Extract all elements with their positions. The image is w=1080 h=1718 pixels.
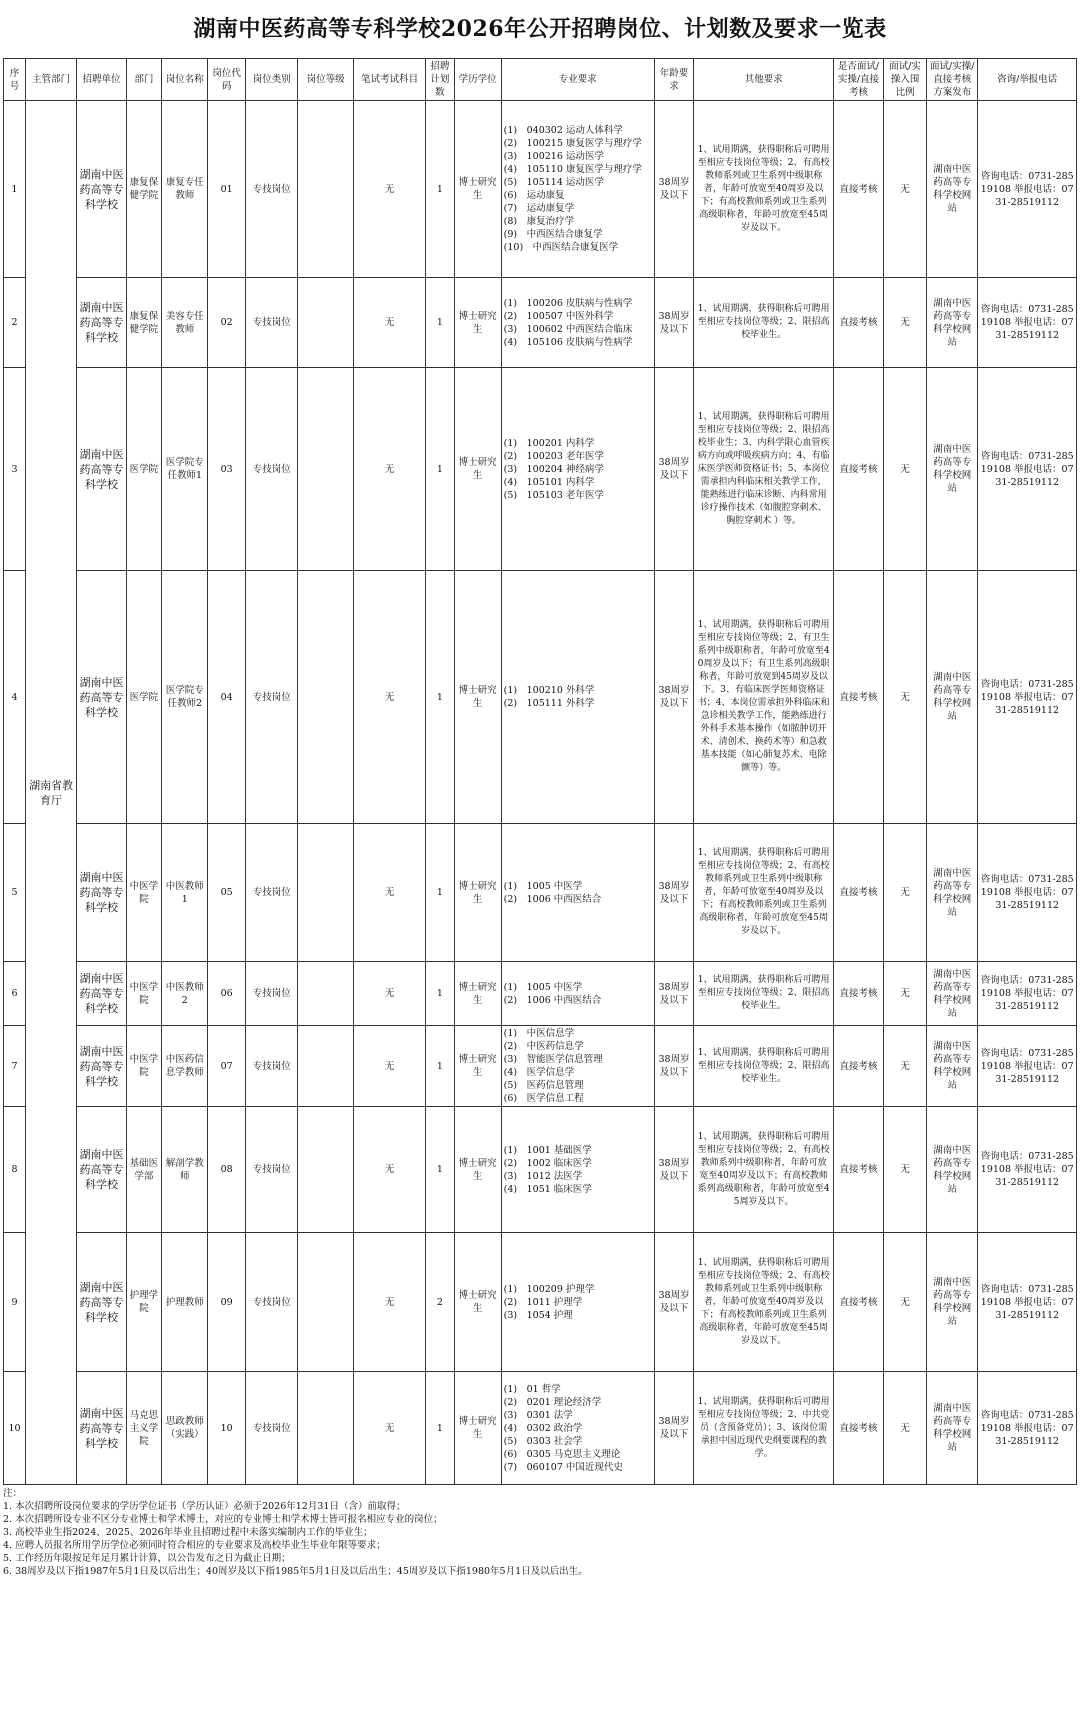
- dept-cell: 中医学院: [126, 824, 162, 962]
- plan-count-cell: 1: [426, 824, 454, 962]
- row-number-cell: 8: [4, 1107, 26, 1233]
- interview-ratio-cell: 无: [884, 1372, 927, 1485]
- assessment-method-cell: 直接考核: [833, 368, 883, 571]
- post-code-cell: 09: [208, 1233, 246, 1372]
- major-item: (6) 医学信息工程: [503, 1093, 584, 1104]
- dept-cell: 康复保健学院: [126, 278, 162, 368]
- major-item: (2) 105111 外科学: [503, 698, 595, 709]
- other-requirement-cell: 1、试用期满，获得职称后可聘用至相应专技岗位等级；2、有高校教师系列或卫生系列中级职称者，年龄可放宽至40周岁及以下；有高校教师系列或卫生系列高级职称者，年龄可放宽至45周岁及以下。: [694, 101, 833, 278]
- major-item: (5) 105114 运动医学: [503, 177, 604, 188]
- unit-cell: 湖南中医药高等专科学校: [77, 1233, 126, 1372]
- table-body: [4, 101, 1077, 1485]
- major-item: (7) 060107 中国近现代史: [503, 1461, 623, 1473]
- major-item: (2) 100203 老年医学: [503, 450, 604, 462]
- plan-count-cell: 1: [426, 1026, 454, 1107]
- table-row: [4, 1026, 1077, 1107]
- major-item: (5) 0303 社会学: [503, 1435, 583, 1447]
- interview-ratio-cell: 无: [884, 1107, 927, 1233]
- major-requirement-cell: [501, 824, 654, 962]
- post-name-cell: 中医药信息学教师: [162, 1026, 208, 1107]
- other-requirement-cell: 1、试用期满，获得职称后可聘用至相应专技岗位等级；2、限招高校毕业生。: [694, 1026, 833, 1107]
- plan-count-cell: 1: [426, 962, 454, 1026]
- other-requirement-cell: 1、试用期满，获得职称后可聘用至相应专技岗位等级；2、有卫生系列中级职称者，年龄可放宽至40周岁及以下；有卫生系列高级职称者，年龄可放宽到45周岁及以下。3、有临床医学医师资格证书；4、本岗位需承担外科临床和急诊相关教学工作，能熟练进行外科手术基本操作（如脓肿切开术、清创术、换药术等）和急救基本技能（如心肺复苏术、电除颤等）等。: [694, 571, 833, 824]
- unit-cell: 湖南中医药高等专科学校: [77, 824, 126, 962]
- note-line: 6. 38周岁及以下指1987年5月1日及以后出生；40周岁及以下指1985年5月1日及以后出生；45周岁及以下指1980年5月1日及以后出生。: [3, 1566, 588, 1577]
- note-line: 1. 本次招聘所设岗位要求的学历学位证书（学历认证）必须于2026年12月31日（含）前取得；: [3, 1501, 406, 1512]
- post-level-cell: [298, 1026, 354, 1107]
- header-cell: 岗位代码: [208, 59, 246, 101]
- plan-publish-cell: 湖南中医药高等专科学校网站: [927, 1372, 978, 1485]
- age-requirement-cell: 38周岁及以下: [654, 1372, 694, 1485]
- assessment-method-cell: 直接考核: [833, 571, 883, 824]
- age-requirement-cell: 38周岁及以下: [654, 1233, 694, 1372]
- interview-ratio-cell: 无: [884, 571, 927, 824]
- row-number-cell: 5: [4, 824, 26, 962]
- dept-cell: 基础医学部: [126, 1107, 162, 1233]
- plan-publish-cell: 湖南中医药高等专科学校网站: [927, 1026, 978, 1107]
- major-item: (1) 040302 运动人体科学: [503, 125, 623, 136]
- post-level-cell: [298, 962, 354, 1026]
- major-item: (6) 0305 马克思主义理论: [503, 1448, 621, 1460]
- age-requirement-cell: 38周岁及以下: [654, 571, 694, 824]
- phone-cell: 咨询电话：0731-28519108 举报电话：0731-28519112: [978, 278, 1077, 368]
- dept-cell: 医学院: [126, 368, 162, 571]
- table-row: [4, 101, 1077, 278]
- header-cell: 学历学位: [454, 59, 501, 101]
- header-cell: 笔试考试科目: [353, 59, 425, 101]
- row-number-cell: 9: [4, 1233, 26, 1372]
- major-requirement-cell: [501, 962, 654, 1026]
- major-item: (3) 智能医学信息管理: [503, 1054, 603, 1065]
- phone-cell: 咨询电话：0731-28519108 举报电话：0731-28519112: [978, 368, 1077, 571]
- header-cell: 咨询/举报电话: [978, 59, 1077, 101]
- unit-cell: 湖南中医药高等专科学校: [77, 1107, 126, 1233]
- assessment-method-cell: 直接考核: [833, 1026, 883, 1107]
- exam-subject-cell: 无: [353, 278, 425, 368]
- interview-ratio-cell: 无: [884, 962, 927, 1026]
- post-category-cell: 专技岗位: [246, 824, 298, 962]
- post-name-cell: 美容专任教师: [162, 278, 208, 368]
- dept-cell: 中医学院: [126, 1026, 162, 1107]
- age-requirement-cell: 38周岁及以下: [654, 962, 694, 1026]
- degree-cell: 博士研究生: [454, 824, 501, 962]
- degree-cell: 博士研究生: [454, 1233, 501, 1372]
- major-item: (3) 0301 法学: [503, 1409, 573, 1421]
- plan-count-cell: 1: [426, 1107, 454, 1233]
- supervisor-cell: 湖南省教育厅: [26, 101, 77, 1485]
- exam-subject-cell: 无: [353, 101, 425, 278]
- interview-ratio-cell: 无: [884, 1026, 927, 1107]
- major-item: (10) 中西医结合康复医学: [503, 242, 619, 253]
- post-level-cell: [298, 1107, 354, 1233]
- plan-publish-cell: 湖南中医药高等专科学校网站: [927, 962, 978, 1026]
- major-requirement-cell: [501, 1372, 654, 1485]
- major-requirement-cell: [501, 101, 654, 278]
- major-item: (2) 中医药信息学: [503, 1041, 584, 1052]
- post-name-cell: 解剖学教师: [162, 1107, 208, 1233]
- assessment-method-cell: 直接考核: [833, 1233, 883, 1372]
- degree-cell: 博士研究生: [454, 571, 501, 824]
- post-code-cell: 05: [208, 824, 246, 962]
- major-item: (4) 0302 政治学: [503, 1422, 583, 1434]
- header-row: [4, 59, 1077, 101]
- plan-publish-cell: 湖南中医药高等专科学校网站: [927, 1107, 978, 1233]
- interview-ratio-cell: 无: [884, 368, 927, 571]
- row-number-cell: 10: [4, 1372, 26, 1485]
- assessment-method-cell: 直接考核: [833, 278, 883, 368]
- age-requirement-cell: 38周岁及以下: [654, 368, 694, 571]
- unit-cell: 湖南中医药高等专科学校: [77, 368, 126, 571]
- major-item: (8) 康复治疗学: [503, 216, 575, 227]
- row-number-cell: 6: [4, 962, 26, 1026]
- major-item: (3) 1054 护理: [503, 1309, 573, 1321]
- major-requirement-cell: [501, 571, 654, 824]
- major-item: (3) 1012 法医学: [503, 1170, 583, 1182]
- plan-count-cell: 1: [426, 278, 454, 368]
- assessment-method-cell: 直接考核: [833, 824, 883, 962]
- plan-publish-cell: 湖南中医药高等专科学校网站: [927, 1233, 978, 1372]
- post-category-cell: 专技岗位: [246, 571, 298, 824]
- age-requirement-cell: 38周岁及以下: [654, 278, 694, 368]
- assessment-method-cell: 直接考核: [833, 962, 883, 1026]
- plan-publish-cell: 湖南中医药高等专科学校网站: [927, 278, 978, 368]
- note-line: 4. 应聘人员报名所用学历学位必须同时符合相应的专业要求及高校毕业生毕业年限等要求；: [3, 1540, 386, 1551]
- assessment-method-cell: 直接考核: [833, 101, 883, 278]
- dept-cell: 护理学院: [126, 1233, 162, 1372]
- post-category-cell: 专技岗位: [246, 1372, 298, 1485]
- age-requirement-cell: 38周岁及以下: [654, 1107, 694, 1233]
- plan-publish-cell: 湖南中医药高等专科学校网站: [927, 824, 978, 962]
- header-cell: 面试/实操/直接考核方案发布: [927, 59, 978, 101]
- other-requirement-cell: 1、试用期满，获得职称后可聘用至相应专技岗位等级；2、中共党员（含预备党员）；3、该岗位需承担中国近现代史纲要课程的教学。: [694, 1372, 833, 1485]
- major-item: (1) 中医信息学: [503, 1028, 575, 1039]
- post-name-cell: 医学院专任教师2: [162, 571, 208, 824]
- major-item: (1) 1005 中医学: [503, 981, 583, 993]
- major-item: (2) 1011 护理学: [503, 1296, 583, 1308]
- note-line: 注：: [3, 1488, 23, 1499]
- major-item: (3) 100602 中西医结合临床: [503, 323, 633, 335]
- degree-cell: 博士研究生: [454, 1026, 501, 1107]
- major-item: (3) 100204 神经病学: [503, 463, 604, 475]
- header-cell: 面试/实操入围比例: [884, 59, 927, 101]
- major-item: (1) 100209 护理学: [503, 1283, 595, 1295]
- table-row: [4, 278, 1077, 368]
- age-requirement-cell: 38周岁及以下: [654, 824, 694, 962]
- table-row: [4, 571, 1077, 824]
- unit-cell: 湖南中医药高等专科学校: [77, 1372, 126, 1485]
- table-row: [4, 824, 1077, 962]
- unit-cell: 湖南中医药高等专科学校: [77, 278, 126, 368]
- note-line: 5. 工作经历年限按足年足月累计计算，以公告发布之日为截止日期；: [3, 1553, 291, 1564]
- plan-publish-cell: 湖南中医药高等专科学校网站: [927, 368, 978, 571]
- note-line: 2. 本次招聘所设专业不区分专业博士和学术博士，对应的专业博士和学术博士皆可报名相应专业的岗位；: [3, 1514, 443, 1525]
- post-name-cell: 康复专任教师: [162, 101, 208, 278]
- major-requirement-cell: [501, 278, 654, 368]
- dept-cell: 康复保健学院: [126, 101, 162, 278]
- major-item: (1) 100201 内科学: [503, 437, 595, 449]
- row-number-cell: 1: [4, 101, 26, 278]
- major-item: (4) 105106 皮肤病与性病学: [503, 336, 633, 348]
- post-name-cell: 思政教师（实践）: [162, 1372, 208, 1485]
- major-item: (9) 中西医结合康复学: [503, 229, 603, 240]
- other-requirement-cell: 1、试用期满，获得职称后可聘用至相应专技岗位等级；2、限招高校毕业生。: [694, 962, 833, 1026]
- unit-cell: 湖南中医药高等专科学校: [77, 571, 126, 824]
- post-name-cell: 中医教师2: [162, 962, 208, 1026]
- major-requirement-cell: [501, 1107, 654, 1233]
- row-number-cell: 2: [4, 278, 26, 368]
- table-row: [4, 368, 1077, 571]
- header-cell: 部门: [126, 59, 162, 101]
- phone-cell: 咨询电话：0731-28519108 举报电话：0731-28519112: [978, 1107, 1077, 1233]
- exam-subject-cell: 无: [353, 1107, 425, 1233]
- post-category-cell: 专技岗位: [246, 278, 298, 368]
- notes: [3, 1485, 1077, 1578]
- exam-subject-cell: 无: [353, 824, 425, 962]
- header-cell: 是否面试/实操/直接考核: [833, 59, 883, 101]
- post-level-cell: [298, 824, 354, 962]
- assessment-method-cell: 直接考核: [833, 1107, 883, 1233]
- post-category-cell: 专技岗位: [246, 1233, 298, 1372]
- header-cell: 其他要求: [694, 59, 833, 101]
- major-item: (1) 01 哲学: [503, 1383, 561, 1395]
- recruitment-table: [3, 58, 1077, 1485]
- major-requirement-cell: [501, 368, 654, 571]
- exam-subject-cell: 无: [353, 1026, 425, 1107]
- post-category-cell: 专技岗位: [246, 962, 298, 1026]
- table-row: [4, 1372, 1077, 1485]
- other-requirement-cell: 1、试用期满，获得职称后可聘用至相应专技岗位等级；2、有高校教师系列中级职称者，年龄可放宽至40周岁及以下；有高校教师系列高级职称者，年龄可放宽至45周岁及以下。: [694, 1107, 833, 1233]
- major-item: (2) 1006 中西医结合: [503, 893, 602, 905]
- exam-subject-cell: 无: [353, 962, 425, 1026]
- major-item: (7) 运动康复学: [503, 203, 575, 214]
- degree-cell: 博士研究生: [454, 278, 501, 368]
- post-code-cell: 02: [208, 278, 246, 368]
- other-requirement-cell: 1、试用期满，获得职称后可聘用至相应专技岗位等级；2、限招高校毕业生；3、内科学限心血管疾病方向或呼吸疾病方向；4、有临床医学医师资格证书；5、本岗位需承担内科临床相关教学工作，能熟练进行临床诊断、内科常用诊疗操作技术（如腹腔穿刺术、胸腔穿刺术 ）等。: [694, 368, 833, 571]
- other-requirement-cell: 1、试用期满，获得职称后可聘用至相应专技岗位等级；2、有高校教师系列或卫生系列中级职称者，年龄可放宽至40周岁及以下；有高校教师系列或卫生系列高级职称者，年龄可放宽至45周岁及以下。: [694, 824, 833, 962]
- major-item: (1) 1005 中医学: [503, 880, 583, 892]
- degree-cell: 博士研究生: [454, 1372, 501, 1485]
- major-item: (2) 1006 中西医结合: [503, 994, 602, 1006]
- header-cell: 年龄要求: [654, 59, 694, 101]
- header-cell: 岗位等级: [298, 59, 354, 101]
- plan-count-cell: 1: [426, 1372, 454, 1485]
- page-title: 湖南中医药高等专科学校2026年公开招聘岗位、计划数及要求一览表: [193, 16, 887, 42]
- post-category-cell: 专技岗位: [246, 1107, 298, 1233]
- post-level-cell: [298, 1233, 354, 1372]
- phone-cell: 咨询电话：0731-28519108 举报电话：0731-28519112: [978, 101, 1077, 278]
- plan-publish-cell: 湖南中医药高等专科学校网站: [927, 571, 978, 824]
- plan-count-cell: 1: [426, 368, 454, 571]
- degree-cell: 博士研究生: [454, 1107, 501, 1233]
- interview-ratio-cell: 无: [884, 1233, 927, 1372]
- major-item: (1) 100210 外科学: [503, 685, 595, 696]
- header-cell: 序号: [4, 59, 26, 101]
- exam-subject-cell: 无: [353, 1372, 425, 1485]
- post-category-cell: 专技岗位: [246, 1026, 298, 1107]
- phone-cell: 咨询电话：0731-28519108 举报电话：0731-28519112: [978, 1372, 1077, 1485]
- age-requirement-cell: 38周岁及以下: [654, 1026, 694, 1107]
- degree-cell: 博士研究生: [454, 962, 501, 1026]
- post-code-cell: 10: [208, 1372, 246, 1485]
- exam-subject-cell: 无: [353, 1233, 425, 1372]
- interview-ratio-cell: 无: [884, 824, 927, 962]
- age-requirement-cell: 38周岁及以下: [654, 101, 694, 278]
- assessment-method-cell: 直接考核: [833, 1372, 883, 1485]
- unit-cell: 湖南中医药高等专科学校: [77, 1026, 126, 1107]
- major-item: (1) 1001 基础医学: [503, 1144, 592, 1156]
- row-number-cell: 4: [4, 571, 26, 824]
- major-requirement-cell: [501, 1233, 654, 1372]
- major-item: (4) 1051 临床医学: [503, 1183, 592, 1195]
- post-category-cell: 专技岗位: [246, 101, 298, 278]
- major-item: (5) 医药信息管理: [503, 1080, 584, 1091]
- interview-ratio-cell: 无: [884, 278, 927, 368]
- major-item: (5) 105103 老年医学: [503, 489, 604, 501]
- phone-cell: 咨询电话：0731-28519108 举报电话：0731-28519112: [978, 1233, 1077, 1372]
- major-item: (2) 1002 临床医学: [503, 1157, 592, 1169]
- header-cell: 岗位类别: [246, 59, 298, 101]
- header-cell: 招聘计划数: [426, 59, 454, 101]
- degree-cell: 博士研究生: [454, 368, 501, 571]
- dept-cell: 中医学院: [126, 962, 162, 1026]
- row-number-cell: 7: [4, 1026, 26, 1107]
- note-line: 3. 高校毕业生指2024、2025、2026年毕业且招聘过程中未落实编制内工作的毕业生；: [3, 1527, 373, 1538]
- major-item: (4) 105110 康复医学与理疗学: [503, 164, 642, 175]
- table-row: [4, 1107, 1077, 1233]
- post-level-cell: [298, 1372, 354, 1485]
- phone-cell: 咨询电话：0731-28519108 举报电话：0731-28519112: [978, 824, 1077, 962]
- plan-publish-cell: 湖南中医药高等专科学校网站: [927, 101, 978, 278]
- major-item: (6) 运动康复: [503, 190, 565, 201]
- phone-cell: 咨询电话：0731-28519108 举报电话：0731-28519112: [978, 571, 1077, 824]
- exam-subject-cell: 无: [353, 368, 425, 571]
- phone-cell: 咨询电话：0731-28519108 举报电话：0731-28519112: [978, 1026, 1077, 1107]
- post-level-cell: [298, 368, 354, 571]
- exam-subject-cell: 无: [353, 571, 425, 824]
- post-code-cell: 06: [208, 962, 246, 1026]
- unit-cell: 湖南中医药高等专科学校: [77, 962, 126, 1026]
- phone-cell: 咨询电话：0731-28519108 举报电话：0731-28519112: [978, 962, 1077, 1026]
- other-requirement-cell: 1、试用期满，获得职称后可聘用至相应专技岗位等级；2、限招高校毕业生。: [694, 278, 833, 368]
- plan-count-cell: 2: [426, 1233, 454, 1372]
- post-code-cell: 07: [208, 1026, 246, 1107]
- post-code-cell: 08: [208, 1107, 246, 1233]
- plan-count-cell: 1: [426, 571, 454, 824]
- header-cell: 主管部门: [26, 59, 77, 101]
- major-item: (3) 100216 运动医学: [503, 151, 604, 162]
- post-level-cell: [298, 278, 354, 368]
- unit-cell: 湖南中医药高等专科学校: [77, 101, 126, 278]
- major-item: (2) 0201 理论经济学: [503, 1396, 602, 1408]
- post-name-cell: 护理教师: [162, 1233, 208, 1372]
- row-number-cell: 3: [4, 368, 26, 571]
- major-item: (2) 100215 康复医学与理疗学: [503, 138, 642, 149]
- post-name-cell: 医学院专任教师1: [162, 368, 208, 571]
- major-item: (1) 100206 皮肤病与性病学: [503, 297, 633, 309]
- dept-cell: 马克思主义学院: [126, 1372, 162, 1485]
- post-category-cell: 专技岗位: [246, 368, 298, 571]
- post-level-cell: [298, 571, 354, 824]
- major-item: (2) 100507 中医外科学: [503, 310, 614, 322]
- post-code-cell: 01: [208, 101, 246, 278]
- interview-ratio-cell: 无: [884, 101, 927, 278]
- dept-cell: 医学院: [126, 571, 162, 824]
- degree-cell: 博士研究生: [454, 101, 501, 278]
- header-cell: 招聘单位: [77, 59, 126, 101]
- header-cell: 专业要求: [501, 59, 654, 101]
- post-name-cell: 中医教师1: [162, 824, 208, 962]
- major-requirement-cell: [501, 1026, 654, 1107]
- post-level-cell: [298, 101, 354, 278]
- post-code-cell: 03: [208, 368, 246, 571]
- header-cell: 岗位名称: [162, 59, 208, 101]
- post-code-cell: 04: [208, 571, 246, 824]
- plan-count-cell: 1: [426, 101, 454, 278]
- other-requirement-cell: 1、试用期满，获得职称后可聘用至相应专技岗位等级；2、有高校教师系列或卫生系列中级职称者，年龄可放宽至40周岁及以下；有高校教师系列或卫生系列高级职称者，年龄可放宽至45周岁及以下。: [694, 1233, 833, 1372]
- table-row: [4, 1233, 1077, 1372]
- major-item: (4) 105101 内科学: [503, 476, 595, 488]
- table-row: [4, 962, 1077, 1026]
- major-item: (4) 医学信息学: [503, 1067, 575, 1078]
